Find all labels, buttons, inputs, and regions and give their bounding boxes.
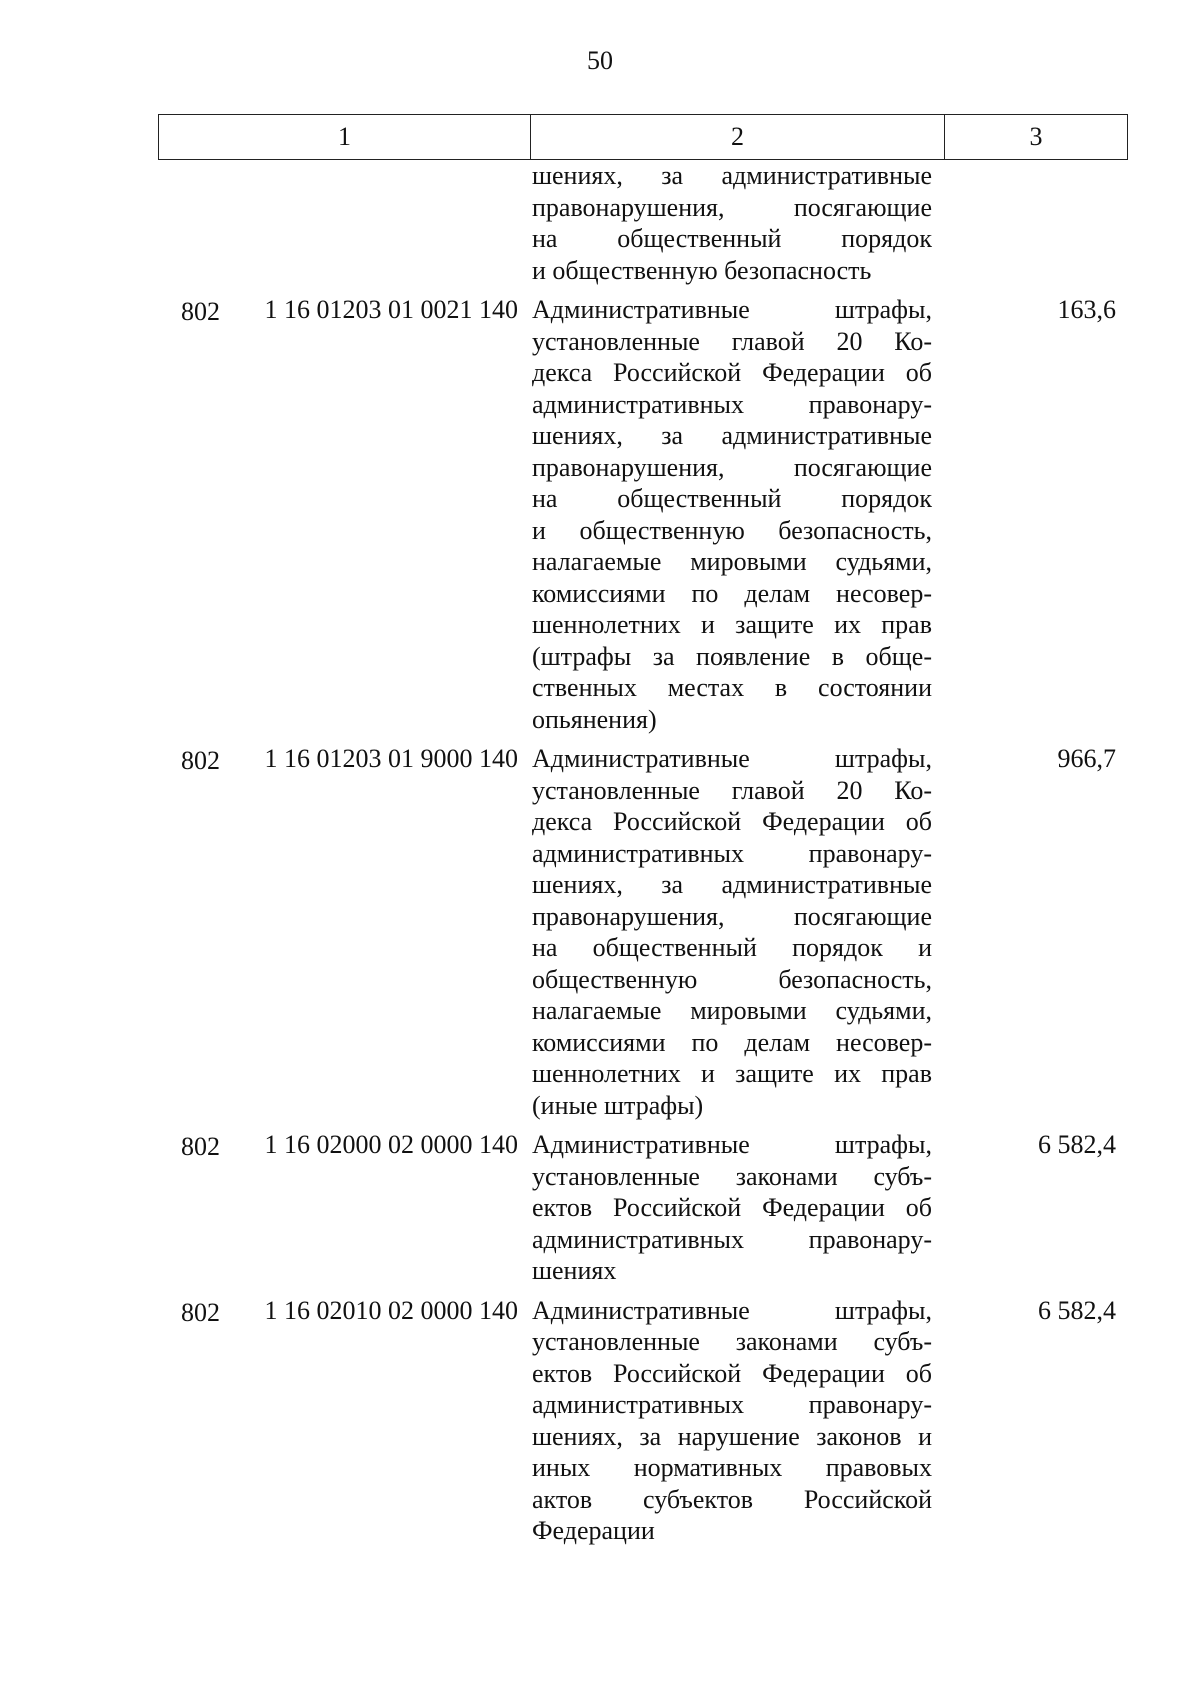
table-row <box>158 294 1128 735</box>
income-name-cell <box>530 160 932 286</box>
name-line: правонарушения, посягающие <box>532 192 932 222</box>
name-line: Административные штрафы, <box>532 1295 932 1325</box>
name-line: шениях, за административные <box>532 421 932 450</box>
name-line: шеннолетних и защите их прав <box>532 610 932 639</box>
table-header-row <box>158 114 1128 160</box>
name-line: комиссиями по делам несовер- <box>532 578 932 608</box>
name-line: комиссиями по делам несовер- <box>532 1027 932 1057</box>
budget-code-cell: 1 16 01203 01 9000 140 <box>264 744 518 773</box>
name-line: шеннолетних и защите их прав <box>532 1059 932 1088</box>
name-line: на общественный порядок и <box>532 933 932 962</box>
budget-code-cell: 1 16 02000 02 0000 140 <box>264 1130 518 1159</box>
continuation-row <box>158 160 1128 286</box>
name-line: опьянения) <box>532 704 657 734</box>
admin-code-cell <box>158 160 220 162</box>
table-body <box>158 160 1128 1547</box>
budget-code-cell: 1 16 02010 02 0000 140 <box>264 1295 518 1325</box>
name-line: ектов Российской Федерации об <box>532 1358 932 1388</box>
name-line: (штрафы за появление в обще- <box>532 641 932 671</box>
name-line: ственных местах в состоянии <box>532 673 932 702</box>
income-name-cell <box>530 1295 932 1547</box>
name-line: установленные главой 20 Ко- <box>532 326 932 356</box>
name-line: и общественную безопасность <box>532 255 872 285</box>
name-line: установленные законами субъ- <box>532 1327 932 1356</box>
name-line: Федерации <box>532 1516 655 1545</box>
name-line: Административные штрафы, <box>532 1130 932 1159</box>
amount-cell: 6 582,4 <box>1038 1130 1116 1159</box>
amount-cell: 966,7 <box>1057 744 1116 773</box>
name-line: декса Российской Федерации об <box>532 358 932 387</box>
table-header-col-3: 3 <box>1029 122 1043 151</box>
income-name-cell <box>530 294 932 735</box>
name-line: шениях, за административные <box>532 870 932 899</box>
admin-code-cell: 802 <box>181 1132 220 1161</box>
amount-cell: 6 582,4 <box>1038 1295 1116 1325</box>
table-row <box>158 743 1128 1121</box>
page-number: 50 <box>587 46 613 75</box>
name-line: налагаемые мировыми судьями, <box>532 996 932 1025</box>
table-row <box>158 1129 1128 1287</box>
name-line: на общественный порядок <box>532 484 932 513</box>
name-line: общественную безопасность, <box>532 964 932 994</box>
name-line: правонарушения, посягающие <box>532 452 932 482</box>
name-line: декса Российской Федерации об <box>532 807 932 836</box>
name-line: и общественную безопасность, <box>532 515 932 545</box>
table-header-col-1: 1 <box>159 115 531 159</box>
name-line: налагаемые мировыми судьями, <box>532 547 932 576</box>
name-line: на общественный порядок <box>532 224 932 253</box>
name-line: административных правонару- <box>532 838 932 868</box>
admin-code-cell: 802 <box>181 746 220 775</box>
income-name-cell <box>530 1129 932 1287</box>
name-line: актов субъектов Российской <box>532 1484 932 1514</box>
amount-cell: 163,6 <box>1057 295 1116 324</box>
name-line: административных правонару- <box>532 1390 932 1419</box>
admin-code-cell: 802 <box>181 297 220 326</box>
income-name-cell <box>530 743 932 1121</box>
table-header-col-2: 2 <box>531 115 945 159</box>
name-line: иных нормативных правовых <box>532 1453 932 1482</box>
name-line: шениях, за нарушение законов и <box>532 1421 932 1451</box>
name-line: (иные штрафы) <box>532 1090 704 1120</box>
name-line: Административные штрафы, <box>532 295 932 324</box>
name-line: ектов Российской Федерации об <box>532 1193 932 1222</box>
table-row <box>158 1295 1128 1547</box>
name-line: административных правонару- <box>532 389 932 419</box>
budget-code-cell: 1 16 01203 01 0021 140 <box>264 295 518 324</box>
name-line: Административные штрафы, <box>532 744 932 773</box>
admin-code-cell: 802 <box>181 1297 220 1327</box>
name-line: установленные законами субъ- <box>532 1161 932 1191</box>
name-line: шениях, за административные <box>532 161 932 190</box>
name-line: установленные главой 20 Ко- <box>532 775 932 805</box>
name-line: шениях <box>532 1256 617 1285</box>
name-line: административных правонару- <box>532 1224 932 1254</box>
name-line: правонарушения, посягающие <box>532 901 932 931</box>
